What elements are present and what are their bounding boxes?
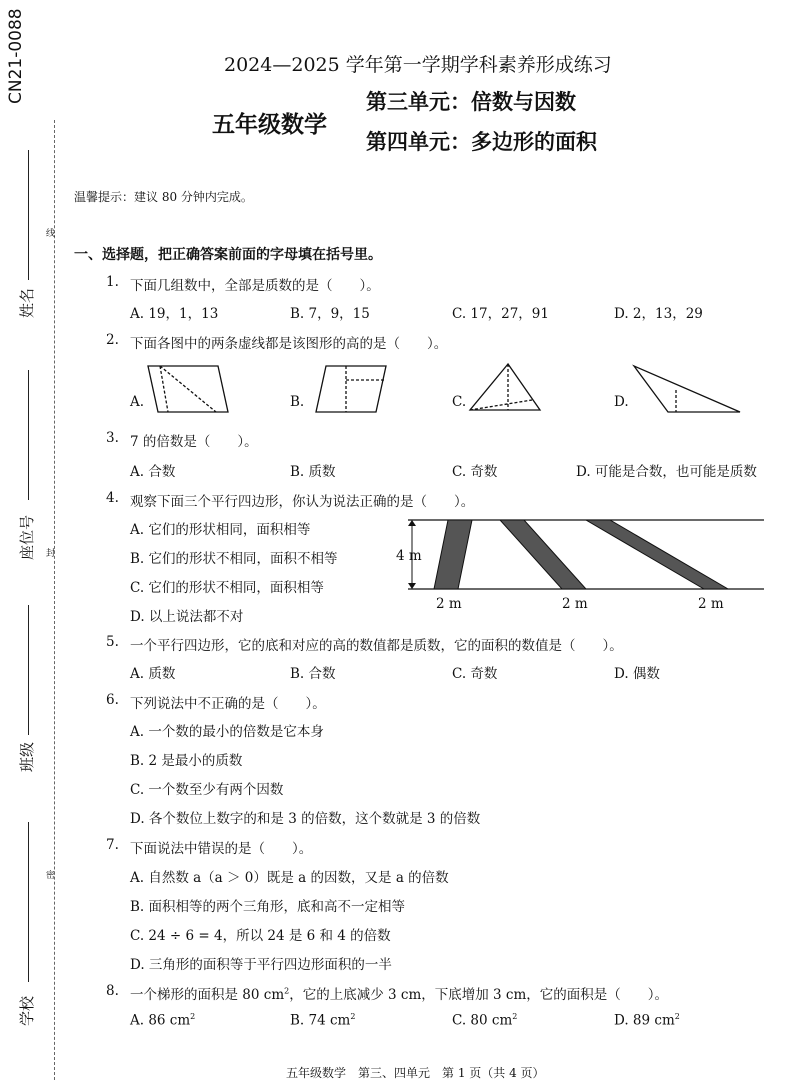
q2-figures [140, 360, 760, 420]
page-footer: 五年级数学 第三、四单元 第 1 页（共 4 页） [286, 1066, 545, 1080]
question-text: 7 的倍数是（ ）。 [130, 434, 258, 450]
question-number: 4. [106, 490, 119, 506]
base-label: 2 m [436, 596, 462, 612]
question-number: 6. [106, 692, 119, 708]
binding-mark-line: 线 [46, 229, 56, 239]
option-d: D. 2，13，29 [614, 306, 703, 322]
option-c: C. 奇数 [452, 666, 498, 682]
question-number: 8. [106, 983, 119, 999]
class-blank[interactable] [28, 605, 29, 735]
option-d: D. [614, 394, 629, 410]
triangle-figure [470, 364, 540, 410]
seat-label: 座位号 [18, 514, 36, 560]
question-number: 7. [106, 837, 119, 853]
name-label: 姓名 [18, 287, 36, 318]
option-c: C. 奇数 [452, 464, 498, 480]
trapezoid-figure [148, 366, 228, 412]
option-b: B. 质数 [290, 464, 336, 480]
question-number: 3. [106, 430, 119, 446]
option-b: B. 2 是最小的质数 [130, 753, 243, 769]
school-blank[interactable] [28, 822, 29, 982]
exam-title: 2024—2025 学年第一学期学科素养形成练习 [224, 54, 612, 76]
unit3-title: 第三单元：倍数与因数 [366, 90, 576, 114]
unit4-title: 第四单元：多边形的面积 [366, 130, 597, 154]
option-c: C. 24 ÷ 6 = 4，所以 24 是 6 和 4 的倍数 [130, 928, 391, 944]
question-number: 2. [106, 332, 119, 348]
binding-mark-seal: 封 [46, 549, 56, 559]
binding-mark-secret: 密 [46, 871, 56, 881]
exam-code: CN21-0088 [6, 8, 26, 104]
option-b: B. [290, 394, 305, 410]
option-c: C. 它们的形状不相同，面积相等 [130, 580, 324, 596]
option-c: C. [452, 394, 467, 410]
seat-blank[interactable] [28, 370, 29, 500]
grade-subject: 五年级数学 [212, 112, 327, 138]
tip: 温馨提示：建议 80 分钟内完成。 [74, 190, 253, 204]
question-text: 观察下面三个平行四边形，你认为说法正确的是（ ）。 [130, 494, 475, 510]
question-text: 下列说法中不正确的是（ ）。 [130, 696, 326, 712]
option-d: D. 三角形的面积等于平行四边形面积的一半 [130, 957, 392, 973]
option-d: D. 各个数位上数字的和是 3 的倍数，这个数就是 3 的倍数 [130, 811, 481, 827]
section-title: 一、选择题，把正确答案前面的字母填在括号里。 [74, 247, 382, 263]
question-text: 一个梯形的面积是 80 $cm^2$，它的上底减少 3 cm，下底增加 3 cm，它的面积是（ ）。 [130, 986, 669, 1003]
question-number: 5. [106, 634, 119, 650]
height-label: 4 m [396, 548, 422, 564]
option-a: A. 它们的形状相同，面积相等 [130, 522, 311, 538]
option-b: B. 它们的形状不相同，面积不相等 [130, 551, 338, 567]
question-text: 下面各图中的两条虚线都是该图形的高的是（ ）。 [130, 336, 448, 352]
question-text: 一个平行四边形，它的底和对应的高的数值都是质数，它的面积的数值是（ ）。 [130, 638, 623, 654]
option-b: B. 74 $cm^2$ [290, 1012, 356, 1029]
option-a: A. 一个数的最小的倍数是它本身 [130, 724, 324, 740]
option-c: C. 80 $cm^2$ [452, 1012, 518, 1029]
question-text: 下面几组数中，全部是质数的是（ ）。 [130, 278, 380, 294]
option-d: D. 89 $cm^2$ [614, 1012, 680, 1029]
option-a: A. 86 $cm^2$ [130, 1012, 196, 1029]
option-d: D. 偶数 [614, 666, 660, 682]
option-b: B. 合数 [290, 666, 336, 682]
option-a: A. 自然数 a（a ＞ 0）既是 a 的因数，又是 a 的倍数 [130, 870, 449, 886]
obtuse-triangle-figure [634, 366, 740, 412]
base-label: 2 m [698, 596, 724, 612]
option-c: C. 17，27，91 [452, 306, 549, 322]
option-d: D. 以上说法都不对 [130, 609, 244, 625]
option-d: D. 可能是合数，也可能是质数 [576, 464, 757, 480]
question-text: 下面说法中错误的是（ ）。 [130, 841, 313, 857]
question-number: 1. [106, 274, 119, 290]
option-a: A. 质数 [130, 666, 176, 682]
option-a: A. 合数 [130, 464, 176, 480]
option-a: A. [130, 394, 145, 410]
school-label: 学校 [18, 995, 36, 1026]
binding-line [54, 120, 55, 1080]
base-label: 2 m [562, 596, 588, 612]
option-a: A. 19，1，13 [130, 306, 219, 322]
option-b: B. 7，9，15 [290, 306, 370, 322]
option-c: C. 一个数至少有两个因数 [130, 782, 284, 798]
class-label: 班级 [18, 741, 36, 772]
name-blank[interactable] [28, 150, 29, 280]
parallelogram-figure [316, 366, 386, 412]
option-b: B. 面积相等的两个三角形，底和高不一定相等 [130, 899, 406, 915]
